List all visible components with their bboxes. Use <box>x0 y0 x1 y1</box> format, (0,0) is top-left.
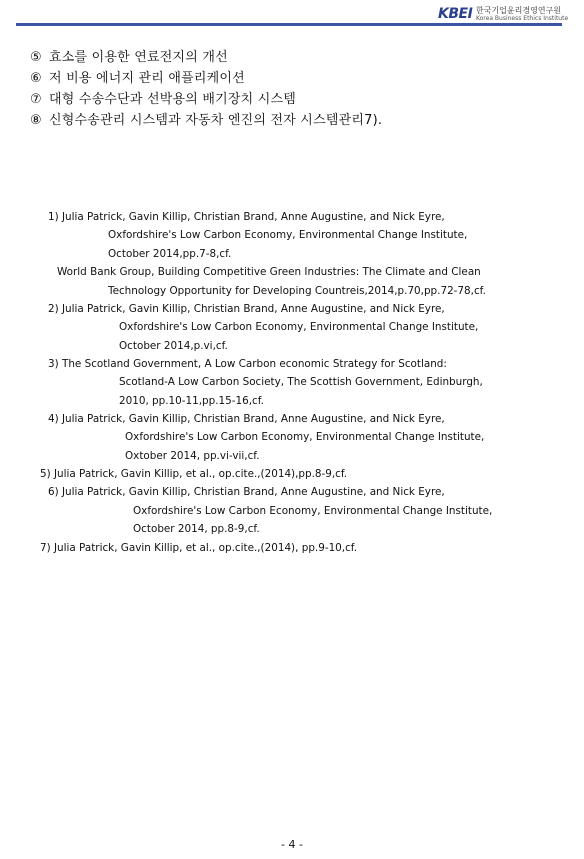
list-item <box>30 110 382 131</box>
list-item <box>30 89 382 110</box>
footnote-line: Oxfordshire's Low Carbon Economy, Environmental Change Institute, <box>119 321 479 333</box>
list-marker: ⑥ <box>30 71 42 86</box>
list-item-text: 대형 수송수단과 선박용의 배기장치 시스템 <box>49 92 296 107</box>
list-item-text: 신형수송관리 시스템과 자동차 엔진의 전자 시스템관리7). <box>49 113 383 128</box>
numbered-list <box>30 47 382 131</box>
logo-english-name: Korea Business Ethics Institute <box>476 15 569 22</box>
footnote-line: 2010, pp.10-11,pp.15-16,cf. <box>119 395 264 407</box>
footnote-line: October 2014,p.vi,cf. <box>119 340 228 352</box>
footnote-line: 3) The Scotland Government, A Low Carbon economic Strategy for Scotland: <box>48 358 447 370</box>
footnote-line: 5) Julia Patrick, Gavin Killip, et al., op.cite.,(2014),pp.8-9,cf. <box>40 468 348 480</box>
footnote-line: Scotland-A Low Carbon Society, The Scottish Government, Edinburgh, <box>119 376 483 388</box>
footnote-line: Technology Opportunity for Developing Countreis,2014,p.70,pp.72-78,cf. <box>108 285 486 297</box>
header-rule <box>16 23 562 26</box>
list-item-text: 효소를 이용한 연료전지의 개선 <box>49 50 228 65</box>
footnote-line: 2) Julia Patrick, Gavin Killip, Christian Brand, Anne Augustine, and Nick Eyre, <box>48 303 445 315</box>
list-item <box>30 68 382 89</box>
footnote-line: Oxfordshire's Low Carbon Economy, Environmental Change Institute, <box>125 431 485 443</box>
footnote-line: October 2014, pp.8-9,cf. <box>133 523 260 535</box>
list-item <box>30 47 382 68</box>
footnote-line: October 2014,pp.7-8,cf. <box>108 248 232 260</box>
footnote-line: Oxtober 2014, pp.vi-vii,cf. <box>125 450 260 462</box>
footnote-line: World Bank Group, Building Competitive Green Industries: The Climate and Clean <box>57 266 481 278</box>
footnote-line: 6) Julia Patrick, Gavin Killip, Christian Brand, Anne Augustine, and Nick Eyre, <box>48 486 445 498</box>
page-number: - 4 - <box>281 838 303 851</box>
footnote-line: Oxfordshire's Low Carbon Economy, Environmental Change Institute, <box>108 229 468 241</box>
footnote-line: 1) Julia Patrick, Gavin Killip, Christian Brand, Anne Augustine, and Nick Eyre, <box>48 211 445 223</box>
footnote-line: 7) Julia Patrick, Gavin Killip, et al., op.cite.,(2014), pp.9-10,cf. <box>40 542 358 554</box>
list-marker: ⑦ <box>30 92 42 107</box>
footnote-line: Oxfordshire's Low Carbon Economy, Environmental Change Institute, <box>133 505 493 517</box>
list-item-text: 저 비용 에너지 관리 애플리케이션 <box>49 71 245 86</box>
footnote-line: 4) Julia Patrick, Gavin Killip, Christian Brand, Anne Augustine, and Nick Eyre, <box>48 413 445 425</box>
logo-korean-name: 한국기업윤리경영연구원 <box>476 6 562 15</box>
logo-mark: KBEI <box>438 6 473 22</box>
list-marker: ⑤ <box>30 50 42 65</box>
list-marker: ⑧ <box>30 113 42 128</box>
